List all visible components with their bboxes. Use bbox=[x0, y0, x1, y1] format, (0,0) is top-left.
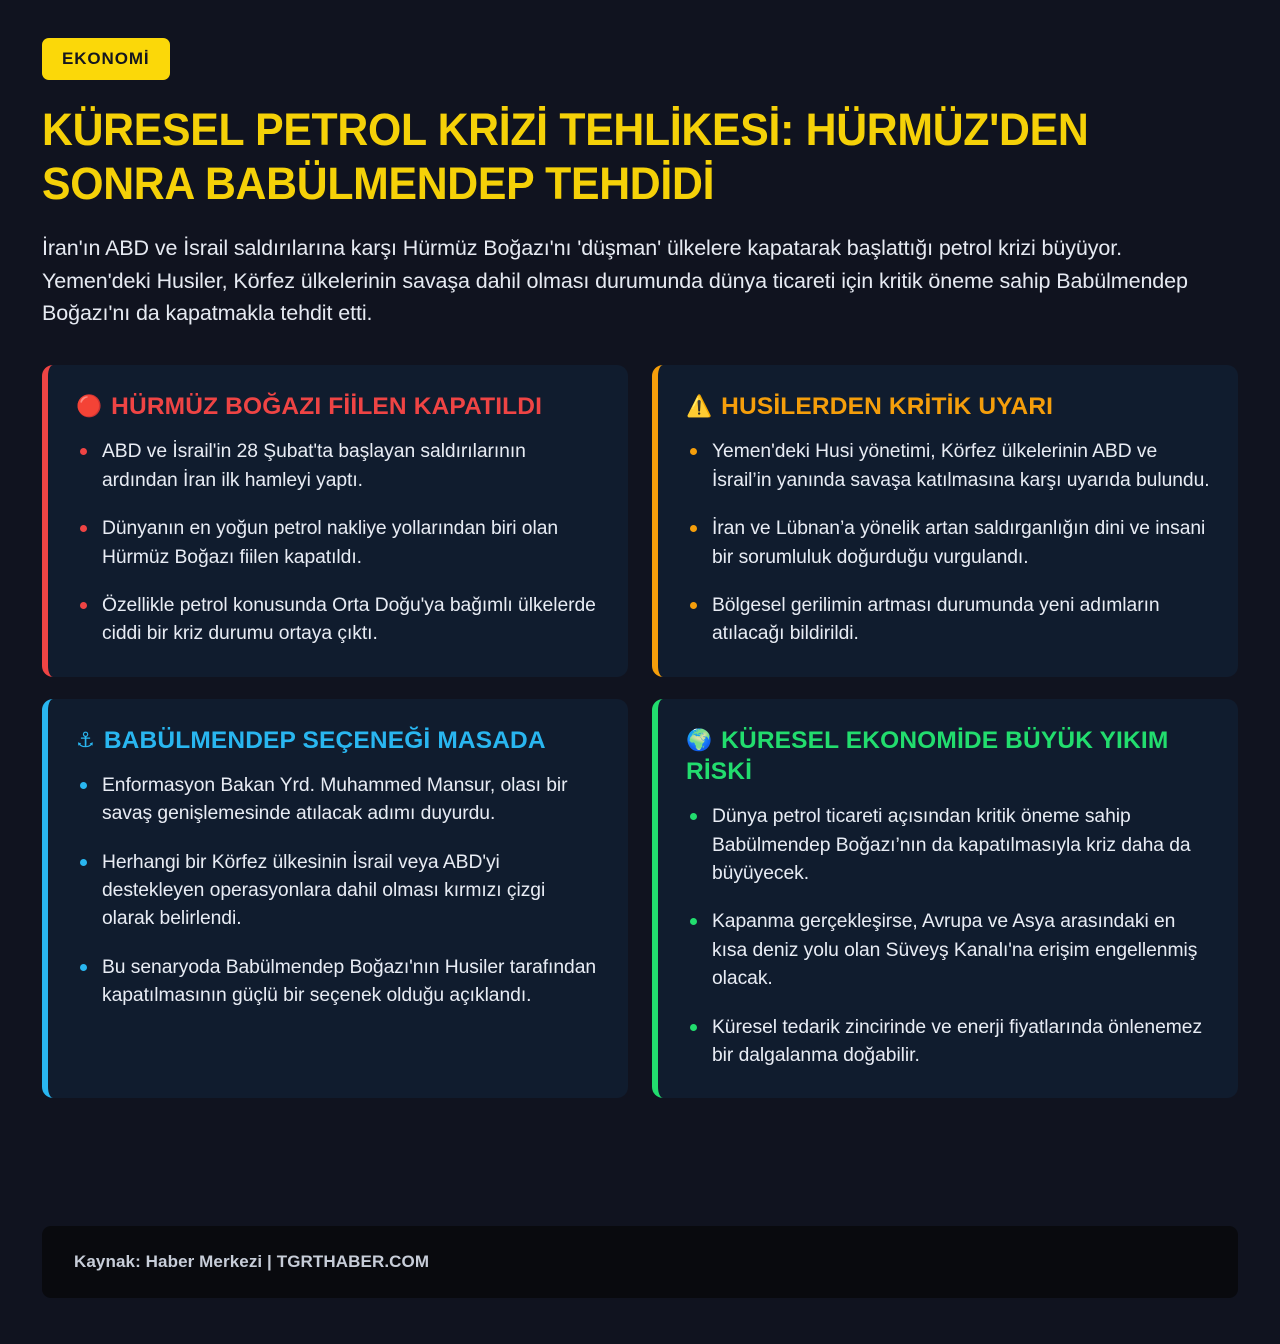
list-item-text: ABD ve İsrail'in 28 Şubat'ta başlayan saldırılarının ardından İran ilk hamleyi yaptı. bbox=[102, 441, 526, 491]
card-title-text: HÜRMÜZ BOĞAZI FİİLEN KAPATILDI bbox=[111, 393, 543, 421]
warning-triangle-icon: ⚠️ bbox=[686, 395, 713, 419]
card-babulmendep-secenek bbox=[42, 699, 628, 1099]
card-title bbox=[76, 391, 600, 422]
list-item-text: İran ve Lübnan’a yönelik artan saldırganlığın dini ve insani bir sorumluluk doğurduğu vurgulandı. bbox=[712, 518, 1206, 568]
page-title: KÜRESEL PETROL KRİZİ TEHLİKESİ: HÜRMÜZ'DEN SONRA BABÜLMENDEP TEHDİDİ bbox=[42, 104, 1089, 209]
list-item bbox=[686, 438, 1210, 495]
card-title bbox=[76, 725, 600, 756]
card-title-text: HUSİLERDEN KRİTİK UYARI bbox=[721, 393, 1054, 421]
list-item bbox=[686, 1014, 1210, 1071]
card-bullet-list bbox=[686, 438, 1210, 648]
list-item-text: Dünya petrol ticareti açısından kritik öneme sahip Babülmendep Boğazı’nın da kapatılmasıyla kriz daha da büyüyecek. bbox=[712, 806, 1191, 885]
card-title bbox=[686, 391, 1210, 422]
list-item bbox=[76, 438, 600, 495]
list-item-text: Yemen'deki Husi yönetimi, Körfez ülkelerinin ABD ve İsrail’in yanında savaşa katılmasına karşı uyarıda bulundu. bbox=[712, 441, 1210, 491]
anchor-icon: ⚓ bbox=[76, 728, 95, 752]
list-item bbox=[686, 803, 1210, 888]
category-badge: EKONOMİ bbox=[42, 38, 170, 80]
card-hurmuz-kapatildi bbox=[42, 365, 628, 677]
list-item-text: Özellikle petrol konusunda Orta Doğu'ya bağımlı ülkelerde ciddi bir kriz durumu ortaya çıktı. bbox=[102, 594, 596, 645]
footer-bar bbox=[42, 1226, 1238, 1298]
list-item bbox=[76, 592, 600, 649]
card-husi-uyari bbox=[652, 365, 1238, 677]
list-item-text: Dünyanın en yoğun petrol nakliye yollarından biri olan Hürmüz Boğazı fiilen kapatıldı. bbox=[102, 518, 559, 568]
card-title-text: BABÜLMENDEP SEÇENEĞİ MASADA bbox=[103, 726, 546, 754]
list-item-text: Herhangi bir Körfez ülkesinin İsrail veya ABD'yi destekleyen operasyonlara dahil olması kırmızı çizgi olarak belirlendi. bbox=[102, 851, 546, 930]
card-bullet-list bbox=[76, 438, 600, 648]
list-item-text: Küresel tedarik zincirinde ve enerji fiyatlarında önlenemez bir dalgalanma doğabilir. bbox=[712, 1016, 1203, 1066]
list-item bbox=[686, 908, 1210, 993]
list-item bbox=[76, 849, 600, 934]
card-title bbox=[686, 725, 1210, 788]
card-bullet-list bbox=[686, 803, 1210, 1070]
list-item bbox=[76, 772, 600, 829]
list-item bbox=[686, 592, 1210, 649]
list-item bbox=[76, 515, 600, 572]
card-title-text: KÜRESEL EKONOMİDE BÜYÜK YIKIM RİSKİ bbox=[686, 726, 1169, 785]
globe-icon: 🌍 bbox=[686, 728, 713, 752]
red-circle-icon: 🔴 bbox=[76, 395, 103, 419]
card-kuresel-ekonomi-riski bbox=[652, 699, 1238, 1099]
source-credit: Kaynak: Haber Merkezi | TGRTHABER.COM bbox=[74, 1252, 430, 1271]
list-item bbox=[686, 515, 1210, 572]
list-item-text: Enformasyon Bakan Yrd. Muhammed Mansur, olası bir savaş genişlemesinde atılacak adımı duyurdu. bbox=[102, 774, 568, 825]
cards-grid bbox=[42, 365, 1238, 1098]
lede-paragraph: İran'ın ABD ve İsrail saldırılarına karşı Hürmüz Boğazı'nı 'düşman' ülkelere kapatarak başlattığı petrol krizi büyüyor. Yemen'deki Husiler, Körfez ülkelerinin savaşa dahil olması durumunda dünya ticareti için kritik öneme sahip Babülmendep Boğazı'nı da kapatmakla tehdit etti. bbox=[42, 236, 1188, 326]
list-item-text: Kapanma gerçekleşirse, Avrupa ve Asya arasındaki en kısa deniz yolu olan Süveyş Kanalı'na erişim engellenmiş olacak. bbox=[712, 911, 1198, 990]
list-item bbox=[76, 954, 600, 1011]
list-item-text: Bu senaryoda Babülmendep Boğazı'nın Husiler tarafından kapatılmasının güçlü bir seçenek olduğu açıklandı. bbox=[102, 956, 597, 1007]
list-item-text: Bölgesel gerilimin artması durumunda yeni adımların atılacağı bildirildi. bbox=[712, 594, 1160, 645]
card-bullet-list bbox=[76, 772, 600, 1011]
